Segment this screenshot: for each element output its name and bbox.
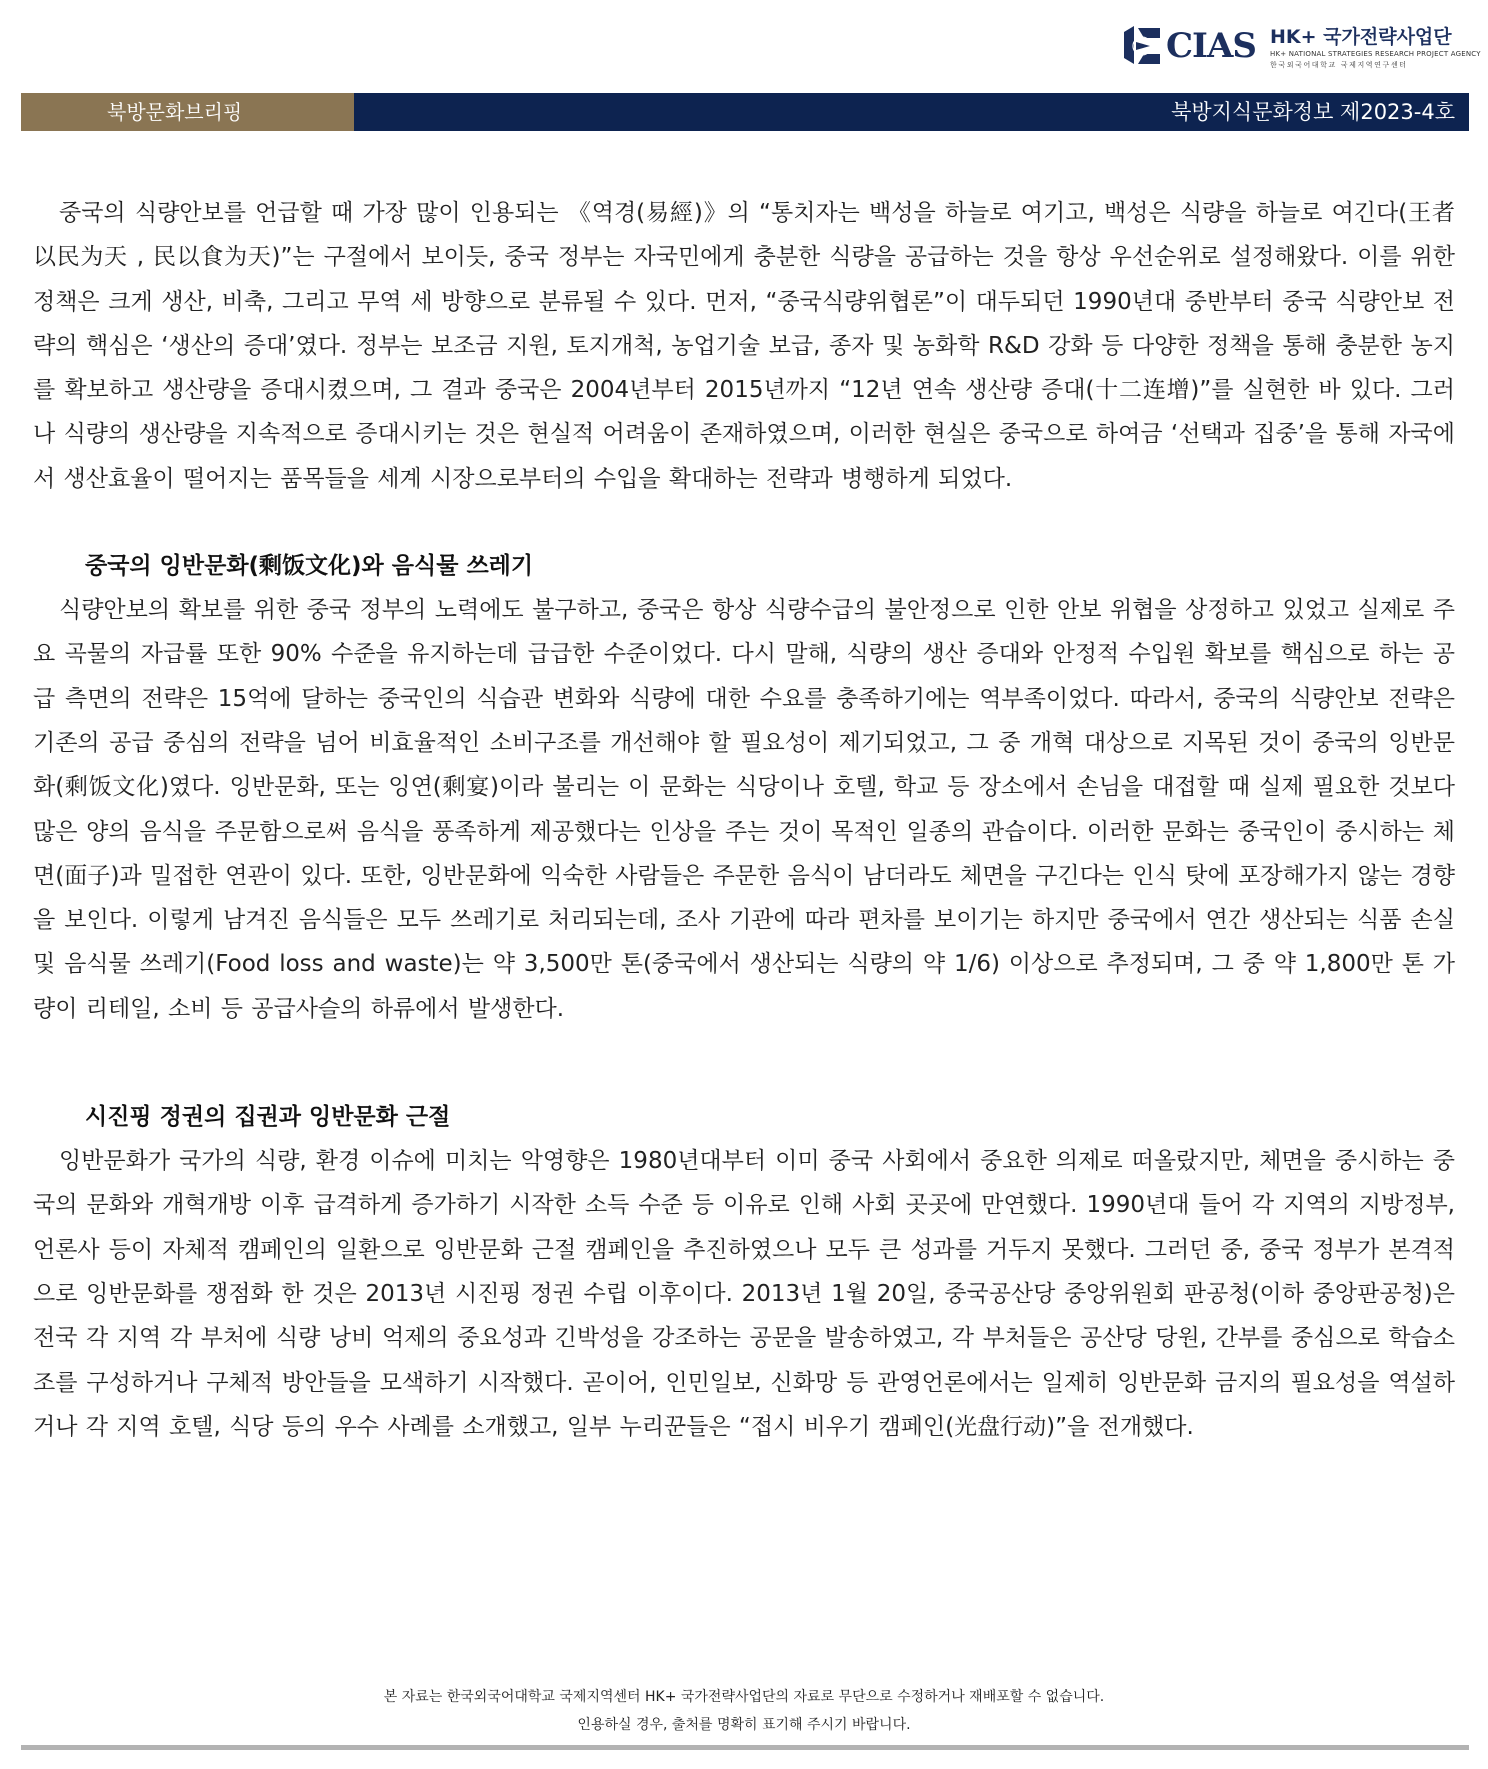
- logo-wordmark: CIAS: [1166, 26, 1256, 66]
- issue-label: 북방지식문화정보 제2023-4호: [354, 93, 1469, 131]
- section-heading-xi-regime: 시진핑 정권의 집권과 잉반문화 근절: [85, 1104, 451, 1131]
- briefing-label: 북방문화브리핑: [21, 93, 354, 131]
- section-paragraph-xi-regime: 잉반문화가 국가의 식량, 환경 이슈에 미치는 악영향은 1980년대부터 이미 중국 사회에서 중요한 의제로 떠올랐지만, 체면을 중시하는 중국의 문화와 개혁개방 이후 급격하게 증가하기 시작한 소득 수준 등 이유로 인해 사회 곳곳에 만연했다. 1990년대 들어 각 지역의 지방정부, 언론사 등이 자체적 캠페인의 일환으로 잉반문화 근절 캠페인을 추진하였으나 모두 큰 성과를 거두지 못했다. 그러던 중, 중국 정부가 본격적으로 잉반문화를 쟁점화 한 것은 2013년 시진핑 정권 수립 이후이다. 2013년 1월 20일, 중국공산당 중앙위원회 판공청(이하 중앙판공청)은 전국 각 지역 각 부처에 식량 낭비 억제의 중요성과 긴박성을 강조하는 공문을 발송하였고, 각 부처들은 공산당 당원, 간부를 중심으로 학습소조를 구성하거나 구체적 방안들을 모색하기 시작했다. 곧이어, 인민일보, 신화망 등 관영언론에서는 일제히 잉반문화 금지의 필요성을 역설하거나 각 지역 호텔, 식당 등의 우수 사례를 소개했고, 일부 누리꾼들은 “접시 비우기 캠페인(光盘行动)”을 전개했다.: [33, 1148, 1455, 1440]
- cias-logo-mark-icon: [1120, 24, 1164, 68]
- intro-paragraph: 중국의 식량안보를 언급할 때 가장 많이 인용되는 《역경(易經)》의 “통치자는 백성을 하늘로 여기고, 백성은 식량을 하늘로 여긴다(王者以民为天 , 民以食为天)”는 구절에서 보이듯, 중국 정부는 자국민에게 충분한 식량을 공급하는 것을 항상 우선순위로 설정해왔다. 이를 위한 정책은 크게 생산, 비축, 그리고 무역 세 방향으로 분류될 수 있다. 먼저, “중국식량위협론”이 대두되던 1990년대 중반부터 중국 식량안보 전략의 핵심은 ‘생산의 증대’였다. 정부는 보조금 지원, 토지개척, 농업기술 보급, 종자 및 농화학 R&D 강화 등 다양한 정책을 통해 충분한 농지를 확보하고 생산량을 증대시켰으며, 그 결과 중국은 2004년부터 2015년까지 “12년 연속 생산량 증대(十二连增)”를 실현한 바 있다. 그러나 식량의 생산량을 지속적으로 증대시키는 것은 현실적 어려움이 존재하였으며, 이러한 현실은 중국으로 하여금 ‘선택과 집중’을 통해 자국에서 생산효율이 떨어지는 품목들을 세계 시장으로부터의 수입을 확대하는 전략과 병행하게 되었다.: [33, 200, 1455, 492]
- copyright-line-2: 인용하실 경우, 출처를 명확히 표기해 주시기 바랍니다.: [577, 1717, 911, 1733]
- copyright-notice: [0, 1683, 1488, 1739]
- footer-divider: [21, 1745, 1469, 1750]
- logo-subtitle-ko: 한국외국어대학교 국제지역연구센터: [1270, 61, 1408, 69]
- header-bar: [21, 93, 1469, 131]
- logo-subtitle-en: HK+ NATIONAL STRATEGIES RESEARCH PROJECT AGENCY: [1270, 50, 1481, 58]
- document-body: [33, 191, 1455, 1449]
- section-heading-leftover-culture: 중국의 잉반문화(剩饭文化)와 음식물 쓰레기: [85, 553, 534, 580]
- cias-logo: [1120, 22, 1481, 78]
- copyright-line-1: 본 자료는 한국외국어대학교 국제지역센터 HK+ 국가전략사업단의 자료로 무단으로 수정하거나 재배포할 수 없습니다.: [383, 1689, 1105, 1705]
- section-paragraph-leftover-culture: 식량안보의 확보를 위한 중국 정부의 노력에도 불구하고, 중국은 항상 식량수급의 불안정으로 인한 안보 위협을 상정하고 있었고 실제로 주요 곡물의 자급률 또한 90% 수준을 유지하는데 급급한 수준이었다. 다시 말해, 식량의 생산 증대와 안정적 수입원 확보를 핵심으로 하는 공급 측면의 전략은 15억에 달하는 중국인의 식습관 변화와 식량에 대한 수요를 충족하기에는 역부족이었다. 따라서, 중국의 식량안보 전략은 기존의 공급 중심의 전략을 넘어 비효율적인 소비구조를 개선해야 할 필요성이 제기되었고, 그 중 개혁 대상으로 지목된 것이 중국의 잉반문화(剩饭文化)였다. 잉반문화, 또는 잉연(剩宴)이라 불리는 이 문화는 식당이나 호텔, 학교 등 장소에서 손님을 대접할 때 실제 필요한 것보다 많은 양의 음식을 주문함으로써 음식을 풍족하게 제공했다는 인상을 주는 것이 목적인 일종의 관습이다. 이러한 문화는 중국인이 중시하는 체면(面子)과 밀접한 연관이 있다. 또한, 잉반문화에 익숙한 사람들은 주문한 음식이 남더라도 체면을 구긴다는 인식 탓에 포장해가지 않는 경향을 보인다. 이렇게 남겨진 음식들은 모두 쓰레기로 처리되는데, 조사 기관에 따라 편차를 보이기는 하지만 중국에서 연간 생산되는 식품 손실 및 음식물 쓰레기(Food loss and waste)는 약 3,500만 톤(중국에서 생산되는 식량의 약 1/6) 이상으로 추정되며, 그 중 약 1,800만 톤 가량이 리테일, 소비 등 공급사슬의 하류에서 발생한다.: [33, 597, 1455, 1022]
- logo-title: HK+ 국가전략사업단: [1270, 26, 1452, 48]
